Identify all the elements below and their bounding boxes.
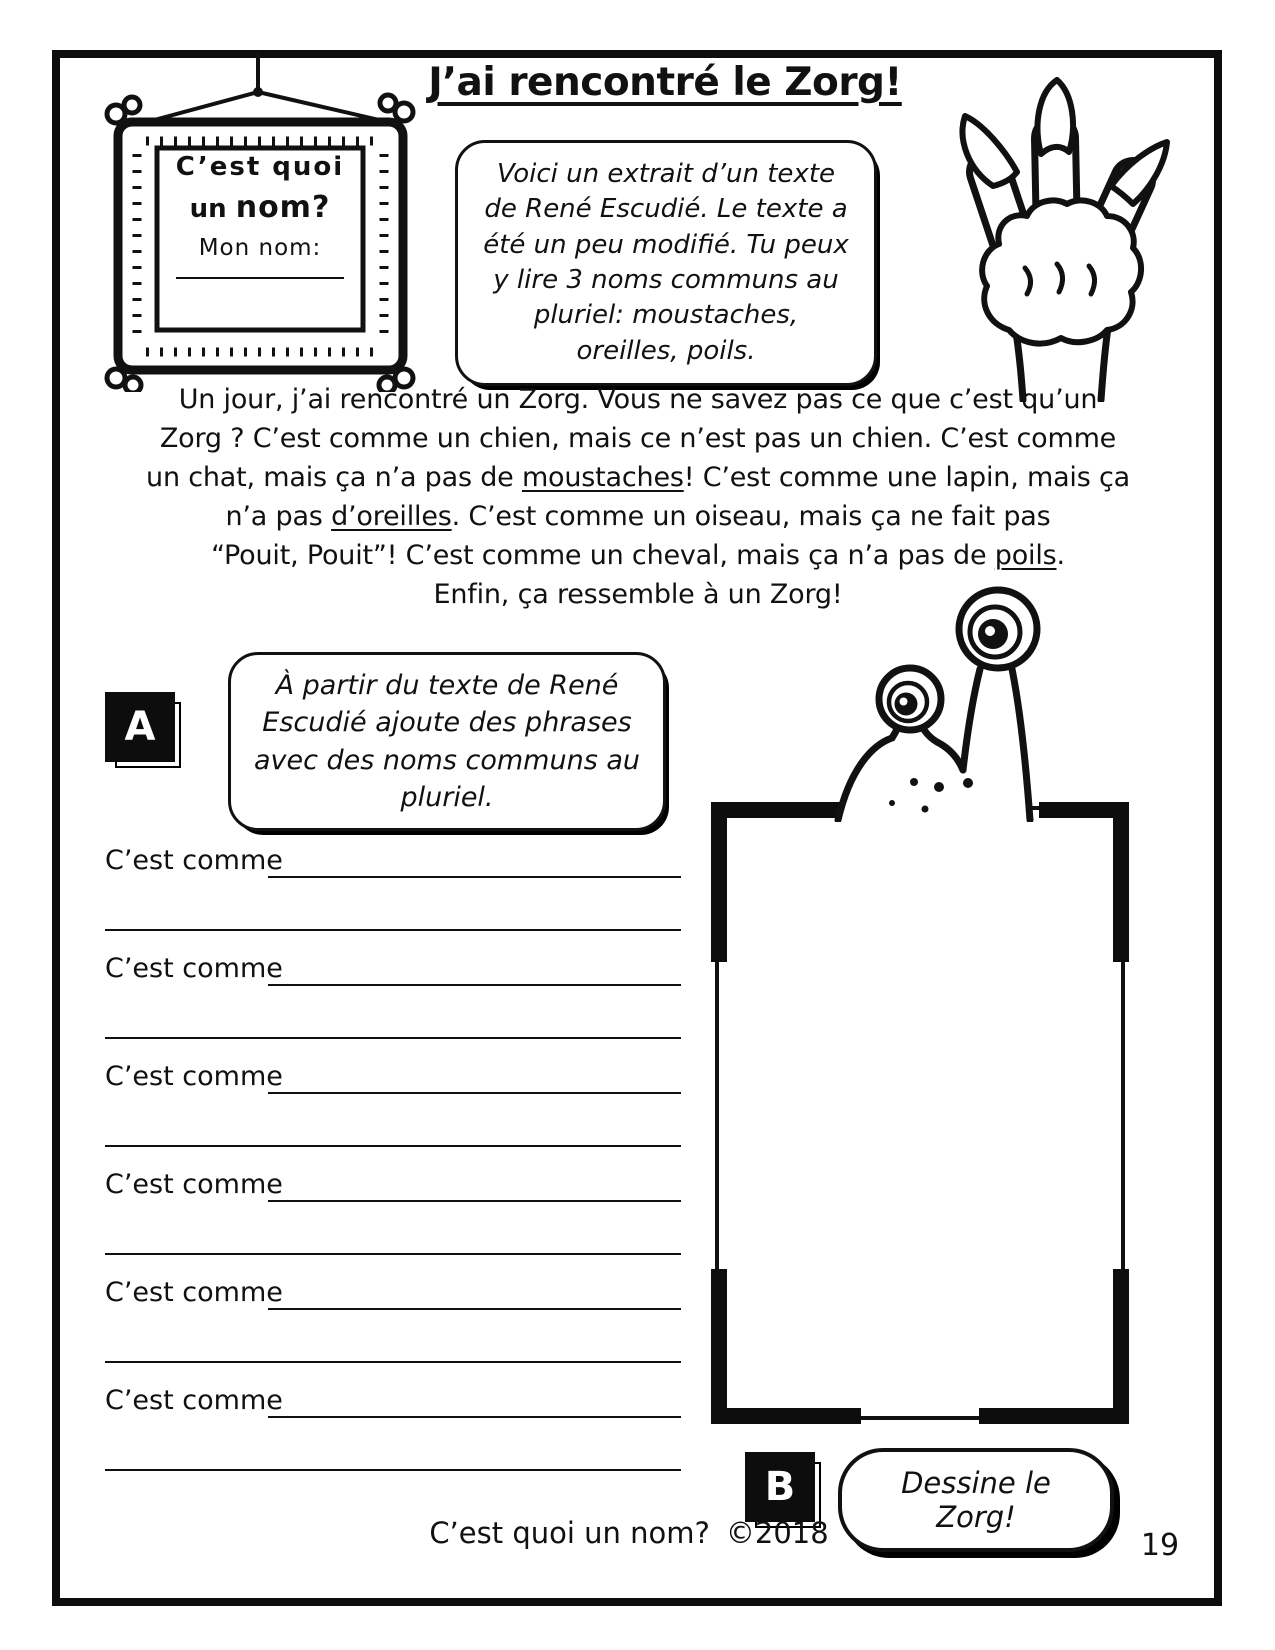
writing-line-1[interactable] <box>268 1416 681 1418</box>
writing-prompt: C’est comme <box>105 1385 283 1416</box>
bracket-top-right-v <box>1113 802 1129 962</box>
page-title: J’ai rencontré le Zorg! <box>428 60 902 105</box>
section-b-label: B <box>745 1452 815 1522</box>
story-text: . C’est comme un oiseau, mais ça ne fait pas <box>451 501 1051 532</box>
story-underlined-word: poils <box>994 540 1057 571</box>
bracket-bottom-right-h <box>979 1408 1129 1424</box>
monster-claw-icon <box>905 72 1205 402</box>
section-b-instruction: Dessine le Zorg! <box>838 1448 1114 1552</box>
writing-prompt: C’est comme <box>105 1061 283 1092</box>
story-line <box>98 497 1178 536</box>
footer-title: C’est quoi un nom? <box>429 1516 710 1550</box>
name-frame <box>100 52 420 392</box>
bracket-top-left-v <box>711 802 727 962</box>
story-line <box>98 458 1178 497</box>
story-underlined-word: d’oreilles <box>331 501 452 532</box>
writing-prompt: C’est comme <box>105 1169 283 1200</box>
frame-line-2-prefix: un <box>189 194 236 224</box>
name-input-line[interactable] <box>176 277 344 279</box>
zorg-monster-icon <box>822 577 1072 822</box>
story-text: n’a pas <box>225 501 332 532</box>
story-text: ! C’est comme une lapin, mais ça <box>683 462 1130 493</box>
writing-line-1[interactable] <box>268 1200 681 1202</box>
writing-line-1[interactable] <box>268 1308 681 1310</box>
drawing-area[interactable] <box>715 806 1125 1420</box>
footer-copyright: ©2018 <box>725 1516 829 1550</box>
writing-line-2[interactable] <box>105 929 681 931</box>
story-text: Un jour, j’ai rencontré un Zorg. Vous ne savez pas ce que c’est qu’un <box>178 384 1098 415</box>
writing-line-2[interactable] <box>105 1253 681 1255</box>
name-label: Mon nom: <box>198 235 322 261</box>
story-text: “Pouit, Pouit”! C’est comme un cheval, mais ça n’a pas de <box>211 540 995 571</box>
story-text: Zorg ? C’est comme un chien, mais ce n’est pas un chien. C’est comme <box>159 423 1117 454</box>
bracket-bottom-left-v <box>711 1269 727 1424</box>
frame-sign-text <box>157 152 363 279</box>
frame-line-2 <box>157 190 363 225</box>
writing-line-2[interactable] <box>105 1361 681 1363</box>
story-text: Enfin, ça ressemble à un Zorg! <box>433 579 843 610</box>
story-line <box>98 536 1178 575</box>
frame-line-2-word: nom? <box>235 190 331 225</box>
writing-line-1[interactable] <box>268 876 681 878</box>
bracket-bottom-left-h <box>711 1408 861 1424</box>
writing-prompt: C’est comme <box>105 1277 283 1308</box>
writing-line-2[interactable] <box>105 1469 681 1471</box>
section-a-label: A <box>105 692 175 762</box>
writing-line-1[interactable] <box>268 1092 681 1094</box>
story-text: . <box>1056 540 1065 571</box>
section-a-instruction: À partir du texte de René Escudié ajoute des phrases avec des noms communs au pluriel. <box>228 652 666 831</box>
page-number: 19 <box>1140 1528 1180 1563</box>
writing-line-2[interactable] <box>105 1037 681 1039</box>
bracket-bottom-right-v <box>1113 1269 1129 1424</box>
story-text: un chat, mais ça n’a pas de <box>146 462 522 493</box>
intro-box: Voici un extrait d’un texte de René Escudié. Le texte a été un peu modifié. Tu peux y lire 3 noms communs au pluriel: moustaches, oreilles, poils. <box>455 140 877 386</box>
story-line <box>98 380 1178 419</box>
story-underlined-word: moustaches <box>521 462 684 493</box>
writing-prompt: C’est comme <box>105 953 283 984</box>
writing-prompt: C’est comme <box>105 845 283 876</box>
footer <box>52 1516 1206 1550</box>
story-line <box>98 419 1178 458</box>
writing-line-2[interactable] <box>105 1145 681 1147</box>
writing-line-1[interactable] <box>268 984 681 986</box>
frame-line-1: C’est quoi <box>175 152 345 182</box>
